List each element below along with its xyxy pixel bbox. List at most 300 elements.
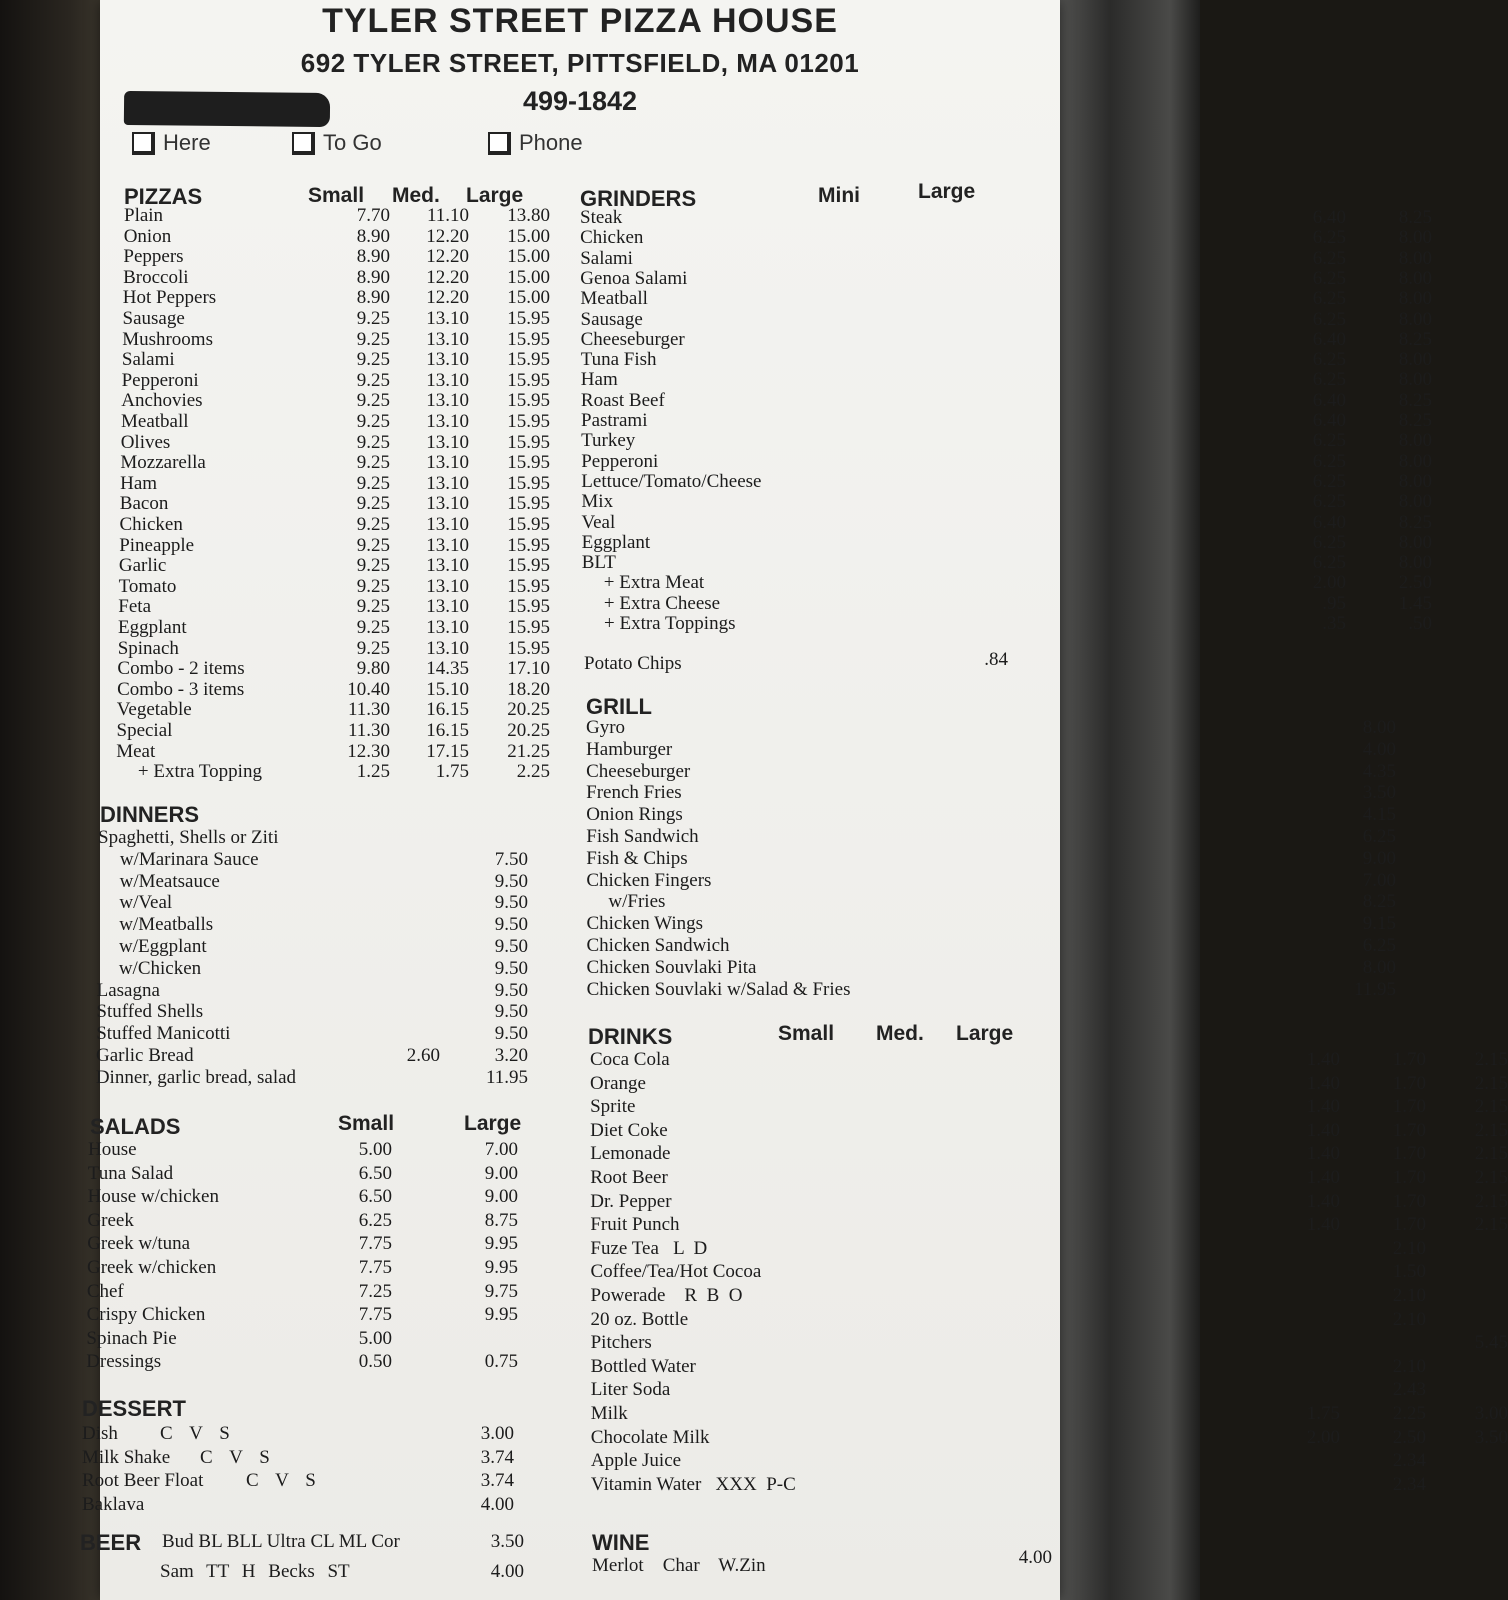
drinks-item-name: Dr. Pepper — [590, 1190, 672, 1212]
dinners-item-name: w/Veal — [119, 892, 173, 914]
drinks-item-price: 1.70 — [1392, 1096, 1426, 1118]
pizzas-item-price: 20.25 — [507, 699, 550, 721]
pizzas-item-name: Vegetable — [116, 699, 192, 721]
pizzas-item — [120, 494, 580, 514]
dinners-item-name: w/Chicken — [118, 957, 202, 979]
pizzas-item-price: 13.10 — [426, 637, 469, 659]
background-right — [1050, 0, 1200, 1600]
drinks-item-price: 1.40 — [1306, 1167, 1340, 1188]
grill-item-price: 6.25 — [1362, 935, 1396, 956]
pizzas-item — [118, 618, 578, 638]
drinks-item-price: 1.40 — [1306, 1096, 1340, 1118]
drinks-item — [590, 1355, 1426, 1377]
drinks-item-price: 2.34 — [1392, 1473, 1426, 1495]
salads-item-name: Greek — [87, 1209, 134, 1231]
dinners-item-price: 9.50 — [494, 870, 528, 892]
drinks-col-large: Large — [956, 1022, 1014, 1045]
dinners-item-price: 2.60 — [406, 1045, 440, 1066]
pizzas-item-price: 12.20 — [426, 246, 469, 268]
grinders-item-price: 6.25 — [1312, 267, 1346, 289]
checkbox-icon[interactable] — [132, 132, 155, 155]
grinders-item-price: 6.40 — [1312, 389, 1346, 411]
order-to-go-option[interactable]: To Go — [292, 130, 382, 156]
grinders-item-price: 6.25 — [1312, 349, 1346, 371]
grinders-item — [580, 227, 1432, 249]
grill-item-price: 4.00 — [1362, 738, 1396, 760]
pizzas-item-price: 17.10 — [507, 658, 550, 680]
salads-item-name: Crispy Chicken — [86, 1304, 206, 1326]
drinks-item-price: 2.10 — [1392, 1285, 1426, 1306]
grinders-col-large: Large — [918, 180, 976, 203]
drinks-item — [590, 1450, 1426, 1472]
salads-item-price: 9.00 — [484, 1186, 518, 1208]
pizzas-item-price: 15.00 — [507, 287, 550, 309]
dinners-item-name: Garlic Bread — [96, 1045, 194, 1066]
grinders-item — [581, 430, 1432, 452]
salads-item-name: Dressings — [86, 1351, 162, 1373]
pizzas-item-name: Pepperoni — [121, 369, 199, 391]
grinders-item-price: 6.25 — [1312, 247, 1346, 269]
grinders-item-name: + Extra Meat — [603, 572, 705, 594]
pizzas-item-price: 15.95 — [507, 617, 550, 638]
dessert-item-name: Milk Shake — [82, 1446, 171, 1468]
salads-item — [87, 1211, 547, 1231]
drinks-item-price: 1.70 — [1392, 1072, 1426, 1094]
checkbox-icon[interactable] — [488, 132, 511, 155]
grill-item-name: Fish & Chips — [586, 847, 688, 869]
grinders-item-price: 6.25 — [1312, 369, 1346, 391]
beer-line-2: Sam TT H Becks ST — [160, 1561, 350, 1582]
pizzas-item-price: 11.10 — [426, 205, 469, 226]
grinders-item — [581, 470, 1432, 492]
pizzas-item — [121, 391, 581, 411]
drinks-item-price: 3.00 — [1474, 1403, 1508, 1424]
grill-item-name: w/Fries — [608, 891, 666, 913]
grinders-item-price: 8.25 — [1398, 410, 1432, 431]
pizzas-item-price: 9.25 — [356, 452, 390, 474]
dinners-item-price: 9.50 — [494, 936, 528, 957]
grinders-item-price: 8.00 — [1398, 349, 1432, 371]
salads-item-price: 0.75 — [484, 1351, 518, 1373]
grinders-item — [581, 410, 1432, 431]
grinders-item-price: 2.50 — [1398, 572, 1432, 594]
pizzas-item-price: 9.25 — [356, 308, 390, 329]
beer-price-1: 3.50 — [490, 1531, 524, 1552]
drinks-item-price: 2.15 — [1474, 1049, 1508, 1070]
drinks-item-price: 1.50 — [1392, 1261, 1426, 1283]
grinders-item — [581, 552, 1432, 574]
pizzas-item-name: Combo - 2 items — [117, 658, 245, 680]
grinders-item-name: Genoa Salami — [580, 267, 688, 289]
grinders-item-price: 6.40 — [1312, 207, 1346, 228]
grill-item — [586, 847, 1396, 869]
redaction-mark — [124, 91, 330, 127]
pizzas-item-price: 13.10 — [426, 308, 469, 329]
salads-item-price: 7.00 — [484, 1139, 518, 1160]
pizzas-item-price: 15.95 — [507, 575, 550, 597]
pizzas-item-price: 15.95 — [507, 308, 550, 329]
pizzas-item-price: 8.90 — [356, 266, 390, 288]
drinks-heading: DRINKS — [588, 1024, 673, 1049]
pizzas-item-price: 9.25 — [356, 390, 390, 412]
salads-col-large: Large — [464, 1112, 522, 1135]
pizzas-item-price: 14.35 — [426, 658, 469, 680]
grinders-item-name: Cheeseburger — [580, 328, 685, 350]
grinders-item — [580, 389, 1432, 411]
pizzas-item-name: Sausage — [122, 308, 185, 329]
drinks-item-price: 1.75 — [1306, 1403, 1340, 1424]
grinders-item-name: Meatball — [580, 288, 648, 310]
checkbox-icon[interactable] — [292, 132, 315, 155]
dinners-item-name: Stuffed Manicotti — [96, 1023, 231, 1045]
grinders-item-price: 8.00 — [1398, 450, 1432, 472]
drinks-item-price: 2.50 — [1392, 1426, 1426, 1448]
salads-item — [88, 1140, 548, 1160]
pizzas-item-name: Salami — [121, 349, 175, 371]
pizzas-item-name: Pineapple — [119, 534, 195, 556]
grinders-col-mini: Mini — [818, 184, 860, 207]
grinders-item-price: .95 — [1322, 592, 1346, 614]
pizzas-item-price: 9.25 — [356, 637, 390, 659]
dinners-item-name: w/Meatballs — [119, 914, 214, 936]
dessert-item — [82, 1495, 542, 1515]
drinks-item — [590, 1237, 1426, 1259]
grill-item — [586, 956, 1396, 978]
grill-item-price: 6.25 — [1362, 826, 1396, 847]
dinners-item — [96, 1002, 556, 1022]
pizzas-item-price: 9.25 — [356, 555, 390, 577]
pizzas-item — [119, 556, 579, 576]
grinders-item-name: Chicken — [580, 227, 644, 249]
pizzas-item-name: + Extra Topping — [137, 761, 262, 783]
drinks-item-name: Diet Coke — [590, 1119, 668, 1141]
grinders-item-price: 8.25 — [1398, 511, 1432, 533]
salads-item — [87, 1282, 547, 1302]
grill-item-price: 7.00 — [1362, 869, 1396, 891]
drinks-item-name: 20 oz. Bottle — [590, 1308, 689, 1330]
grill-item-name: Fish Sandwich — [586, 826, 699, 847]
dessert-item-options: C V S — [200, 1446, 270, 1468]
beer-heading: BEER — [80, 1530, 142, 1555]
grill-item — [586, 760, 1396, 782]
drinks-item-price: 1.40 — [1306, 1190, 1340, 1212]
pizzas-item-price: 9.25 — [356, 596, 390, 618]
drinks-col-med: Med. — [876, 1022, 924, 1045]
grinders-item-name: Pepperoni — [581, 450, 659, 472]
pizzas-item-price: 8.90 — [356, 287, 390, 309]
pizzas-item-price: 15.95 — [507, 349, 550, 371]
grill-item-price: 4.35 — [1362, 760, 1396, 782]
pizzas-item-price: 7.70 — [356, 205, 390, 226]
drinks-item — [590, 1285, 1426, 1306]
drinks-item-price: 1.70 — [1392, 1167, 1426, 1188]
pizzas-item — [121, 412, 581, 432]
dinners-item — [97, 893, 557, 913]
drinks-item-name: Fuze Tea L D — [590, 1237, 708, 1259]
salads-item-name: Greek w/chicken — [87, 1257, 217, 1278]
grinders-item-name: Steak — [580, 207, 623, 228]
salads-item-price: 9.95 — [484, 1233, 518, 1255]
beer-price-2: 4.00 — [490, 1561, 524, 1582]
drinks-item-name: Sprite — [590, 1096, 636, 1118]
pizzas-item — [117, 721, 577, 741]
drinks-item-price: 1.40 — [1306, 1049, 1340, 1070]
order-here-option[interactable]: Here — [132, 130, 211, 156]
grinders-item-name: Tuna Fish — [580, 349, 657, 371]
grinders-item-price: 2.00 — [1312, 572, 1346, 594]
pizzas-item-price: 15.00 — [507, 225, 550, 247]
grinders-item — [580, 328, 1432, 350]
pizzas-item-price: 13.10 — [426, 328, 469, 350]
pizzas-item-price: 13.10 — [426, 514, 469, 535]
pizzas-item-name: Garlic — [118, 555, 167, 577]
pizzas-item-price: 16.15 — [426, 720, 469, 741]
dessert-item-options: C V S — [246, 1470, 316, 1491]
pizzas-item-name: Hot Peppers — [122, 287, 217, 309]
dessert-item-price: 3.74 — [480, 1446, 514, 1468]
grill-item-price: 4.15 — [1362, 804, 1396, 826]
pizzas-item — [118, 597, 578, 617]
salads-heading: SALADS — [90, 1114, 181, 1139]
dinners-item — [96, 1068, 556, 1088]
dinners-item-price: 9.50 — [494, 892, 528, 914]
beer-line-1: Bud BL BLL Ultra CL ML Cor — [162, 1531, 400, 1552]
pizzas-item — [117, 659, 577, 679]
drinks-item — [590, 1049, 1508, 1070]
grinders-item — [580, 349, 1432, 371]
dinners-item-name: Lasagna — [96, 979, 160, 1001]
drinks-item-name: Coffee/Tea/Hot Cocoa — [590, 1261, 762, 1283]
grill-item-name: Chicken Wings — [586, 913, 704, 935]
pizzas-item — [118, 639, 578, 659]
pizzas-item-price: 15.95 — [507, 328, 550, 350]
dinners-item — [97, 981, 557, 1001]
salads-item-price: 6.50 — [358, 1162, 392, 1184]
pizzas-item-price: 12.20 — [426, 225, 469, 247]
salads-item-price: 9.95 — [484, 1257, 518, 1278]
pizzas-item-price: 18.20 — [507, 678, 550, 700]
dinners-item — [98, 850, 558, 870]
pizzas-item — [119, 577, 579, 597]
grinders-item-price: 8.00 — [1398, 369, 1432, 391]
dessert-item-name: Dish — [82, 1423, 118, 1444]
pizzas-heading: PIZZAS — [124, 184, 203, 209]
grinders-item — [581, 491, 1432, 513]
pizzas-item — [121, 433, 581, 453]
dinners-item — [96, 1046, 556, 1066]
pizzas-item-price: 13.10 — [426, 452, 469, 474]
drinks-item-price: 1.40 — [1306, 1214, 1340, 1236]
grinders-item — [580, 267, 1432, 289]
pizzas-item-price: 2.25 — [516, 761, 550, 783]
salads-item-price: 0.50 — [358, 1351, 392, 1373]
pizzas-col-small: Small — [308, 184, 365, 207]
dinners-item — [96, 1024, 556, 1044]
pizzas-item — [116, 762, 576, 782]
grinders-item-price: 8.25 — [1398, 389, 1432, 411]
grinders-item — [580, 207, 1432, 228]
drinks-item-price: 1.70 — [1392, 1119, 1426, 1141]
pizzas-item — [122, 371, 582, 391]
pizzas-item — [123, 247, 583, 267]
dessert-item-price: 3.00 — [480, 1423, 514, 1444]
drinks-item — [590, 1214, 1508, 1236]
drinks-item-name: Chocolate Milk — [590, 1426, 710, 1448]
pizzas-item-price: 13.10 — [426, 534, 469, 556]
pizzas-item-price: 15.95 — [507, 514, 550, 535]
grill-item-name: Hamburger — [586, 738, 673, 760]
pizzas-item — [119, 536, 579, 556]
pizzas-item-price: 15.95 — [507, 411, 550, 432]
drinks-item-price: 1.70 — [1392, 1049, 1426, 1070]
grinders-item — [581, 511, 1432, 533]
grill-item — [586, 978, 1396, 1000]
grinders-item-name: Pastrami — [581, 410, 648, 431]
pizzas-item-price: 17.15 — [426, 740, 469, 762]
menu-sheet — [80, 0, 1508, 1600]
salads-item-name: House w/chicken — [87, 1186, 219, 1208]
salads-item — [87, 1258, 547, 1278]
grinders-item-name: Roast Beef — [580, 389, 665, 411]
grinders-item-price: 6.25 — [1312, 470, 1346, 492]
dinners-item — [97, 937, 557, 957]
dinners-item-price: 9.50 — [494, 1001, 528, 1023]
drinks-item-name: Lemonade — [590, 1143, 671, 1165]
pizzas-col-med: Med. — [392, 184, 440, 207]
drinks-item-price: 2.10 — [1392, 1237, 1426, 1259]
grinders-item — [580, 288, 1432, 310]
drinks-item — [590, 1426, 1508, 1448]
grinders-item — [582, 572, 1432, 594]
grinders-item — [580, 308, 1432, 330]
salads-item-price: 9.75 — [484, 1280, 518, 1302]
pizzas-item — [124, 206, 584, 226]
drinks-item-price: 2.15 — [1474, 1119, 1508, 1141]
grinders-item-price: 6.25 — [1312, 531, 1346, 553]
grill-item-name: Gyro — [586, 717, 626, 738]
grill-item-price: 8.00 — [1362, 717, 1396, 738]
grinders-item-price: 6.25 — [1312, 227, 1346, 249]
grinders-item-price: 6.40 — [1312, 410, 1346, 431]
grinders-item-name: + Extra Cheese — [603, 592, 721, 614]
salads-item — [88, 1187, 548, 1207]
drinks-item-price: 2.25 — [1392, 1403, 1426, 1424]
salads-item-name: Tuna Salad — [87, 1162, 174, 1184]
grinders-item — [581, 531, 1432, 553]
drinks-item-price: 2.10 — [1392, 1355, 1426, 1377]
restaurant-address: 692 TYLER STREET, PITTSFIELD, MA 01201 — [300, 48, 860, 78]
wine-varieties: Merlot Char W.Zin — [592, 1555, 766, 1576]
grill-item-price: 3.50 — [1362, 782, 1396, 804]
drinks-item-name: Liter Soda — [590, 1379, 671, 1401]
pizzas-item-name: Meat — [116, 740, 156, 762]
salads-item — [87, 1305, 547, 1325]
pizzas-item-name: Mushrooms — [122, 328, 213, 350]
dessert-item-options: C V S — [160, 1423, 230, 1444]
dinners-item-price: 7.50 — [494, 848, 528, 870]
pizzas-item-price: 15.95 — [507, 596, 550, 618]
pizzas-item-price: 9.25 — [356, 617, 390, 638]
pizzas-item-price: 13.10 — [426, 349, 469, 371]
drinks-item-name: Apple Juice — [590, 1450, 682, 1472]
salads-item-price: 5.00 — [358, 1327, 392, 1349]
drinks-item-price: 3.50 — [1474, 1426, 1508, 1448]
drinks-col-small: Small — [778, 1022, 835, 1045]
grinders-item-price: 8.00 — [1398, 531, 1432, 553]
grill-item — [586, 891, 1396, 913]
pizzas-item-price: 15.00 — [507, 266, 550, 288]
drinks-item-price: 1.40 — [1306, 1119, 1340, 1141]
dinners-item — [98, 872, 558, 892]
pizzas-item-name: Meatball — [121, 411, 189, 432]
order-phone-option[interactable]: Phone — [488, 130, 583, 156]
salads-item-price: 9.95 — [484, 1304, 518, 1326]
grinders-item-price: 6.25 — [1312, 450, 1346, 472]
grinders-item-name: Ham — [580, 369, 618, 391]
pizzas-item — [124, 227, 584, 247]
grill-item — [586, 935, 1396, 956]
dinners-item-price: 9.50 — [494, 1023, 528, 1045]
grinders-item-name: + Extra Toppings — [604, 613, 736, 634]
drinks-item-price: 2.15 — [1474, 1143, 1508, 1165]
pizzas-item-name: Onion — [123, 225, 172, 247]
pizzas-item-price: 13.10 — [426, 555, 469, 577]
drinks-item-name: Milk — [590, 1403, 628, 1424]
grill-item — [586, 782, 1396, 804]
pizzas-col-large: Large — [466, 184, 524, 207]
grinders-item-price: 6.25 — [1312, 288, 1346, 310]
pizzas-item-price: 1.25 — [356, 761, 390, 783]
drinks-item-name: Orange — [590, 1072, 646, 1094]
grill-item-price: 8.00 — [1362, 956, 1396, 978]
drinks-item-name: Root Beer — [590, 1167, 668, 1188]
grinders-item-name: Mix — [581, 491, 614, 513]
dinners-item-name: w/Marinara Sauce — [119, 848, 259, 870]
dinners-item-name: Spaghetti, Shells or Ziti — [98, 827, 279, 848]
grinders-item-name: Lettuce/Tomato/Cheese — [581, 470, 762, 492]
dinners-heading: DINNERS — [100, 802, 200, 827]
pizzas-item-price: 13.10 — [426, 390, 469, 412]
grill-item-name: Chicken Sandwich — [586, 935, 730, 956]
drinks-item-name: Bottled Water — [590, 1355, 696, 1377]
grinders-item-price: 8.00 — [1398, 552, 1432, 574]
drinks-item — [590, 1403, 1508, 1424]
drinks-item-name: Fruit Punch — [590, 1214, 680, 1236]
grinders-item-price: 8.00 — [1398, 267, 1432, 289]
drinks-item-price: 2.15 — [1474, 1214, 1508, 1236]
dessert-item — [82, 1471, 542, 1491]
salads-item — [86, 1352, 546, 1372]
drinks-item-price: 1.70 — [1392, 1190, 1426, 1212]
pizzas-item-name: Peppers — [123, 246, 184, 268]
grinders-item-price: 1.45 — [1398, 592, 1432, 614]
grinders-item-name: Eggplant — [581, 531, 651, 553]
drinks-item-price: 2.15 — [1474, 1167, 1508, 1188]
dinners-item — [97, 915, 557, 935]
grinders-item-price: 8.00 — [1398, 430, 1432, 452]
drinks-item-price: 1.40 — [1306, 1143, 1340, 1165]
pizzas-item-price: 13.10 — [426, 617, 469, 638]
pizzas-item-name: Combo - 3 items — [117, 678, 245, 700]
salads-item-price: 6.25 — [358, 1209, 392, 1231]
drinks-item — [590, 1261, 1426, 1283]
grinders-item-name: Salami — [580, 247, 633, 269]
drinks-item — [590, 1473, 1426, 1495]
salads-item-price: 7.75 — [358, 1304, 392, 1326]
drinks-item — [590, 1096, 1508, 1118]
pizzas-item-price: 9.25 — [356, 411, 390, 432]
salads-item-name: House — [88, 1139, 137, 1160]
